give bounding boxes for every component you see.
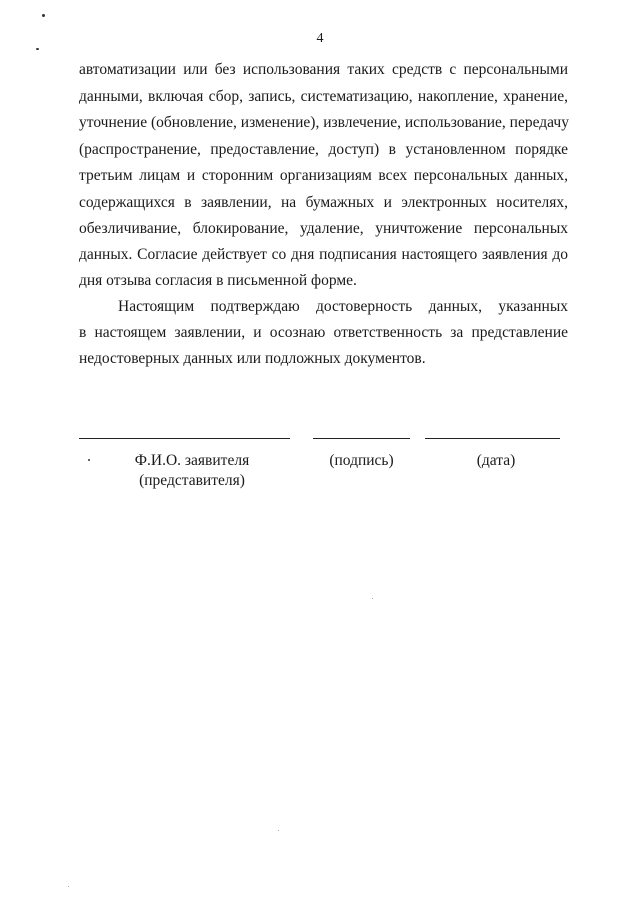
paragraph-2-line: в настоящем заявлении, и осознаю ответственность за представление: [79, 324, 568, 341]
scan-speck: [36, 48, 39, 50]
name-signature-line: [79, 438, 290, 439]
scan-speck: [88, 459, 90, 461]
signature-label: (подпись): [329, 452, 394, 469]
paragraph-1-line: обезличивание, блокирование, удаление, уничтожение персональных: [79, 220, 568, 237]
paragraph-2-line: недостоверных данных или подложных документов.: [79, 350, 426, 367]
paragraph-1-line: (распространение, предоставление, доступ) в установленном порядке: [79, 141, 568, 158]
name-label-line2: (представителя): [139, 472, 245, 489]
scan-speck: [68, 886, 69, 887]
scan-speck: [372, 598, 373, 599]
date-label: (дата): [476, 452, 516, 469]
signature-line: [313, 438, 410, 439]
paragraph-2-line: Настоящим подтверждаю достоверность данных, указанных: [118, 298, 568, 315]
paragraph-1-line: автоматизации или без использования таких средств с персональными: [79, 61, 568, 78]
scan-speck: [42, 14, 45, 17]
name-label-line1: Ф.И.О. заявителя: [134, 452, 250, 469]
paragraph-1-line: данными, включая сбор, запись, систематизацию, накопление, хранение,: [79, 88, 568, 105]
paragraph-1-line: третьим лицам и сторонним организациям всех персональных данных,: [79, 167, 568, 184]
scan-speck: [278, 830, 279, 831]
paragraph-1-line: содержащихся в заявлении, на бумажных и электронных носителях,: [79, 194, 568, 211]
name-label: [110, 451, 274, 491]
page-number: 4: [316, 31, 324, 46]
date-line: [425, 438, 560, 439]
paragraph-1-line: уточнение (обновление, изменение), извлечение, использование, передачу: [79, 114, 569, 131]
paragraph-1-line: данных. Согласие действует со дня подписания настоящего заявления до: [79, 246, 568, 263]
paragraph-1-line: дня отзыва согласия в письменной форме.: [79, 272, 357, 289]
